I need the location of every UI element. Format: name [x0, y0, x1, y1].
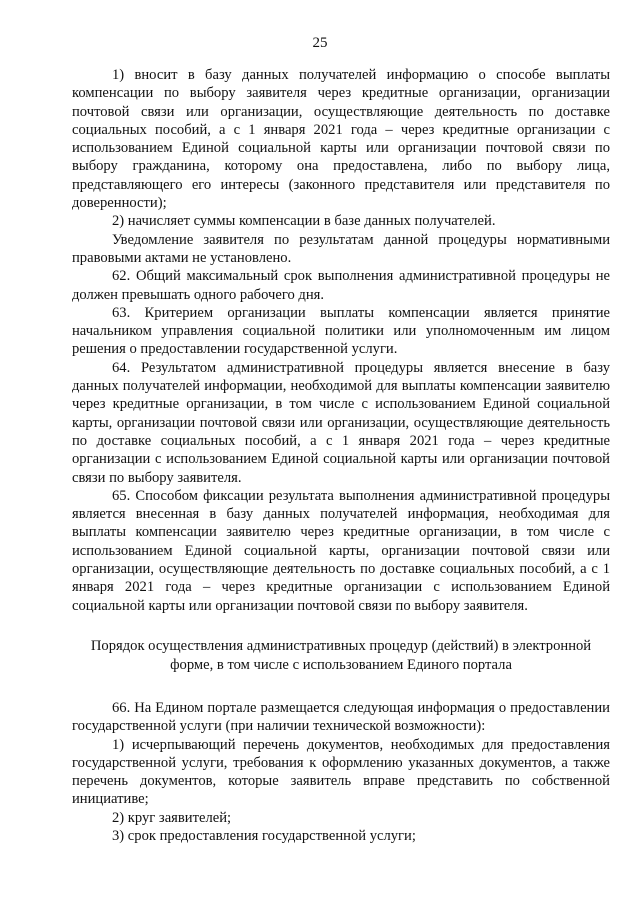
paragraph-notification: Уведомление заявителя по результатам данной процедуры нормативными правовыми актами не установлено. [72, 231, 610, 266]
section-title-line-2: форме, в том числе с использованием Единого портала [170, 656, 512, 673]
document-body [72, 66, 610, 845]
paragraph-66-item-2: 2) круг заявителей; [112, 809, 232, 826]
paragraph-item-1-database-entry: 1) вносит в базу данных получателей информацию о способе выплаты компенсации по выбору заявителя через кредитные организации, организации почтовой связи или организации, осуществляющие деятельность по доставке социальных пособий, а с 1 января 2021 года – через кредитные организации с использованием Единой социальной карты или организации почтовой связи по выбору гражданина, которому она предоставлена, либо по выбору лица, представляющего его интересы (законного представителя или представителя по доверенности); [72, 67, 610, 212]
paragraph-64: 64. Результатом административной процедуры является внесение в базу данных получателей информации, необходимой для выплаты компенсации заявителю через кредитные организации, в том числе с использованием Единой социальной карты, организации почтовой связи или организации, осуществляющие деятельность по доставке социальных пособий, а с 1 января 2021 года – через кредитные организации с использованием Единой социальной карты или организации почтовой связи по выбору заявителя. [72, 359, 610, 486]
section-title-line-1: Порядок осуществления административных процедур (действий) в электронной [90, 637, 592, 654]
paragraph-62: 62. Общий максимальный срок выполнения административной процедуры не должен превышать одного рабочего дня. [72, 268, 610, 303]
paragraph-66-item-3: 3) срок предоставления государственной услуги; [112, 827, 416, 844]
page-number: 25 [312, 35, 328, 51]
paragraph-66: 66. На Едином портале размещается следующая информация о предоставлении государственной услуги (при наличии технической возможности): [72, 699, 610, 735]
paragraph-65: 65. Способом фиксации результата выполнения административной процедуры является внесенная в базу данных получателей информация, необходимая для выплаты компенсации заявителю через кредитные организации, в том числе с использованием Единой социальной карты, организации почтовой связи или организации, осуществляющие деятельность по доставке социальных пособий, а с 1 января 2021 года – через кредитные организации с использованием Единой социальной карты или организации почтовой связи по выбору заявителя. [72, 487, 610, 614]
paragraph-63: 63. Критерием организации выплаты компенсации является принятие начальником управления социальной политики или уполномоченным им лицом решения о предоставлении государственной услуги. [72, 304, 610, 358]
paragraph-item-2-compensation-accrual: 2) начисляет суммы компенсации в базе данных получателей. [112, 213, 496, 230]
paragraph-66-item-1: 1) исчерпывающий перечень документов, необходимых для предоставления государственной услуги, требования к оформлению указанных документов, а также перечень документов, которые заявитель вправе представить по собственной инициативе; [72, 736, 610, 808]
section-title [72, 637, 610, 675]
